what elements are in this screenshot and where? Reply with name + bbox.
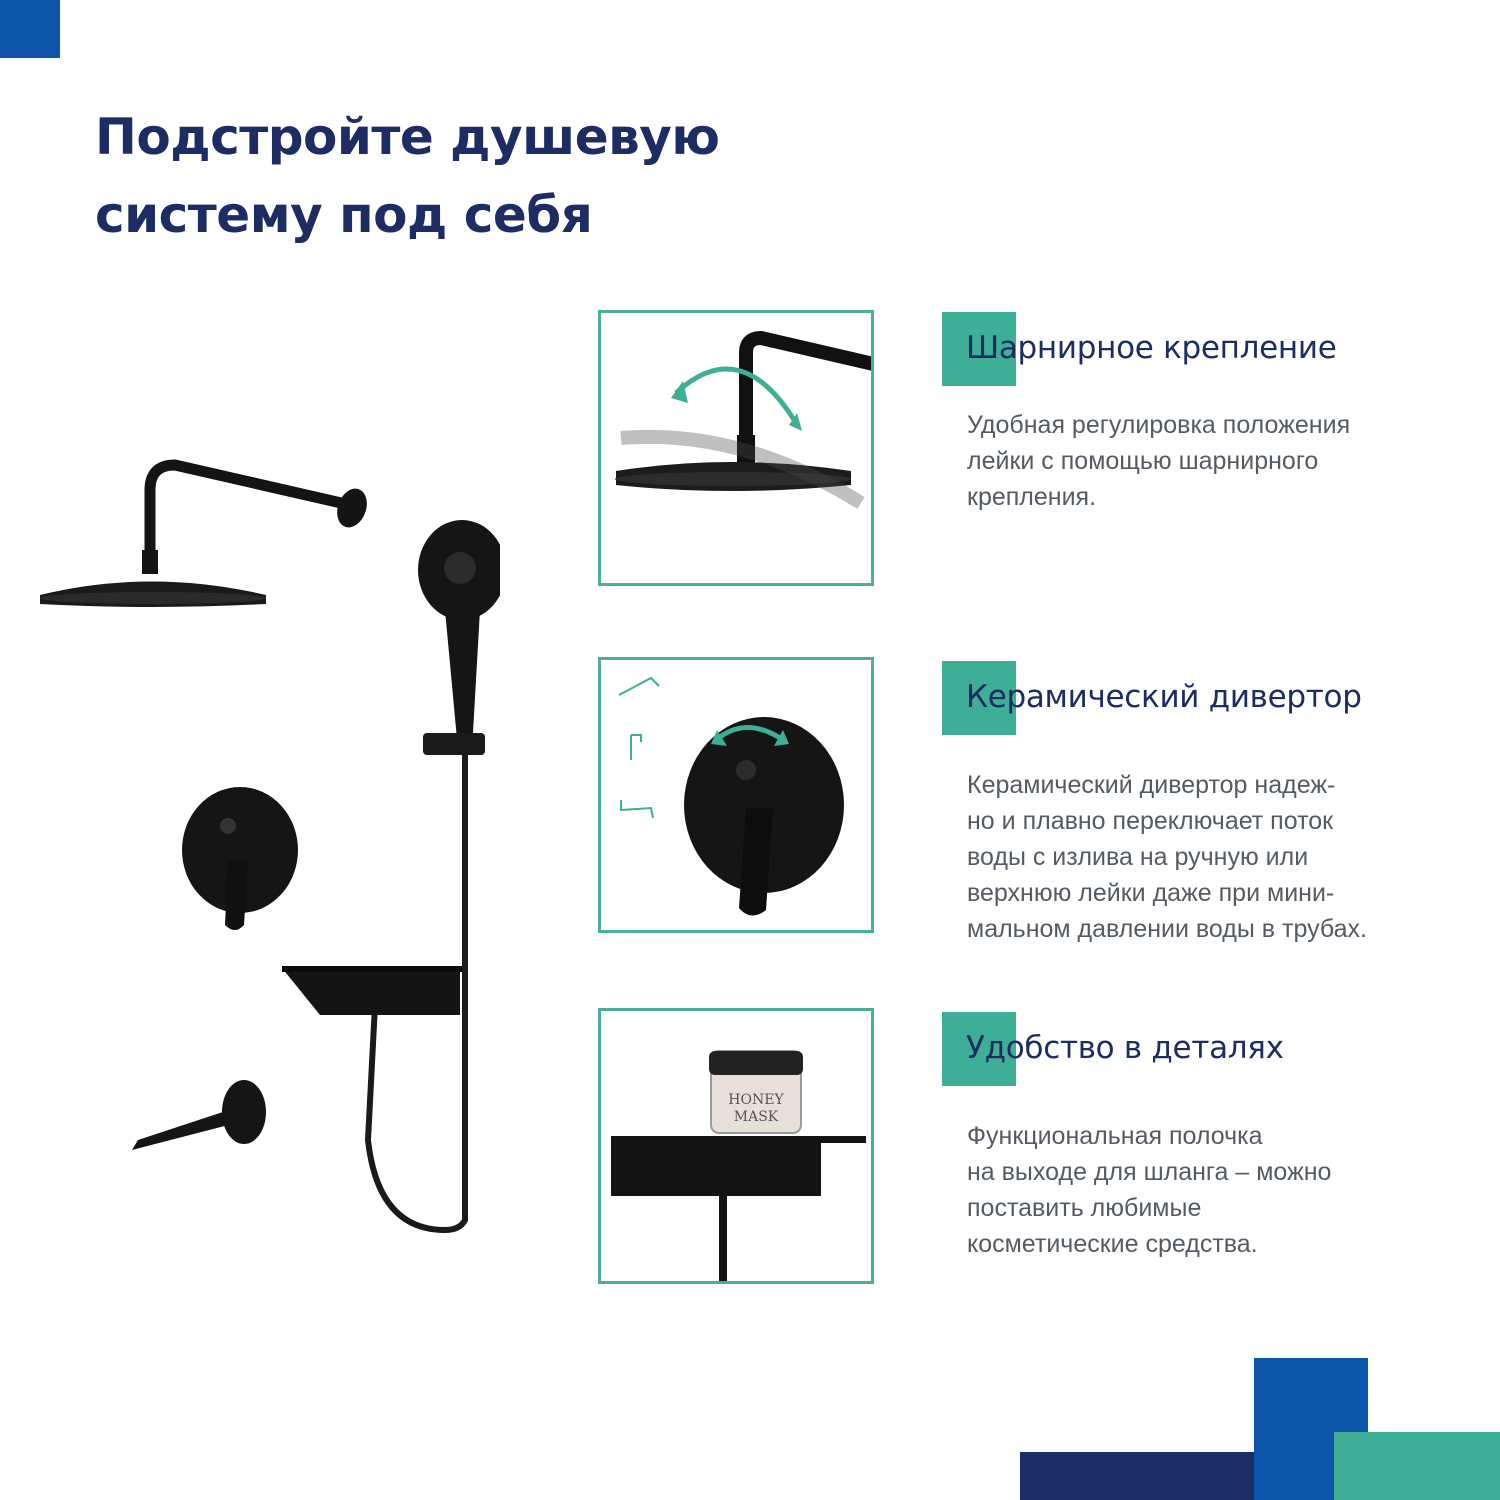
swivel-joint-illustration (601, 313, 871, 583)
feature-title-shelf: Удобство в деталях (966, 1030, 1284, 1066)
feature-title-swivel: Шарнирное крепление (966, 330, 1337, 366)
feature-panel-shelf (598, 1008, 874, 1284)
corner-decoration (0, 0, 60, 58)
title-line-2: систему под себя (95, 186, 593, 244)
page-title (95, 98, 895, 254)
feature-description-diverter: Керамический дивертор надеж- но и плавно переключает поток воды с излива на ручную или верхнюю лейки даже при мини- мальном давлении воды в трубах. (967, 771, 1367, 943)
jar-label-line-1: HONEY (728, 1092, 784, 1108)
shower-system-illustration (30, 440, 500, 1240)
corner-decoration-teal (1334, 1432, 1500, 1500)
feature-description-shelf: Функциональная полочка на выходе для шланга – можно поставить любимые косметические средства. (967, 1122, 1332, 1258)
feature-description-swivel: Удобная регулировка положения лейки с помощью шарнирного крепления. (967, 411, 1351, 511)
feature-panel-swivel (598, 310, 874, 586)
shower-system-svg (30, 440, 500, 1240)
shower-mode-icons (619, 678, 659, 818)
feature-title-diverter: Керамический дивертор (966, 679, 1362, 715)
jar-label-line-2: MASK (733, 1109, 779, 1125)
shelf-illustration (601, 1011, 871, 1281)
title-line-1: Подстройте душевую (95, 108, 720, 166)
feature-panel-diverter (598, 657, 874, 933)
ceramic-diverter-illustration (601, 660, 871, 930)
